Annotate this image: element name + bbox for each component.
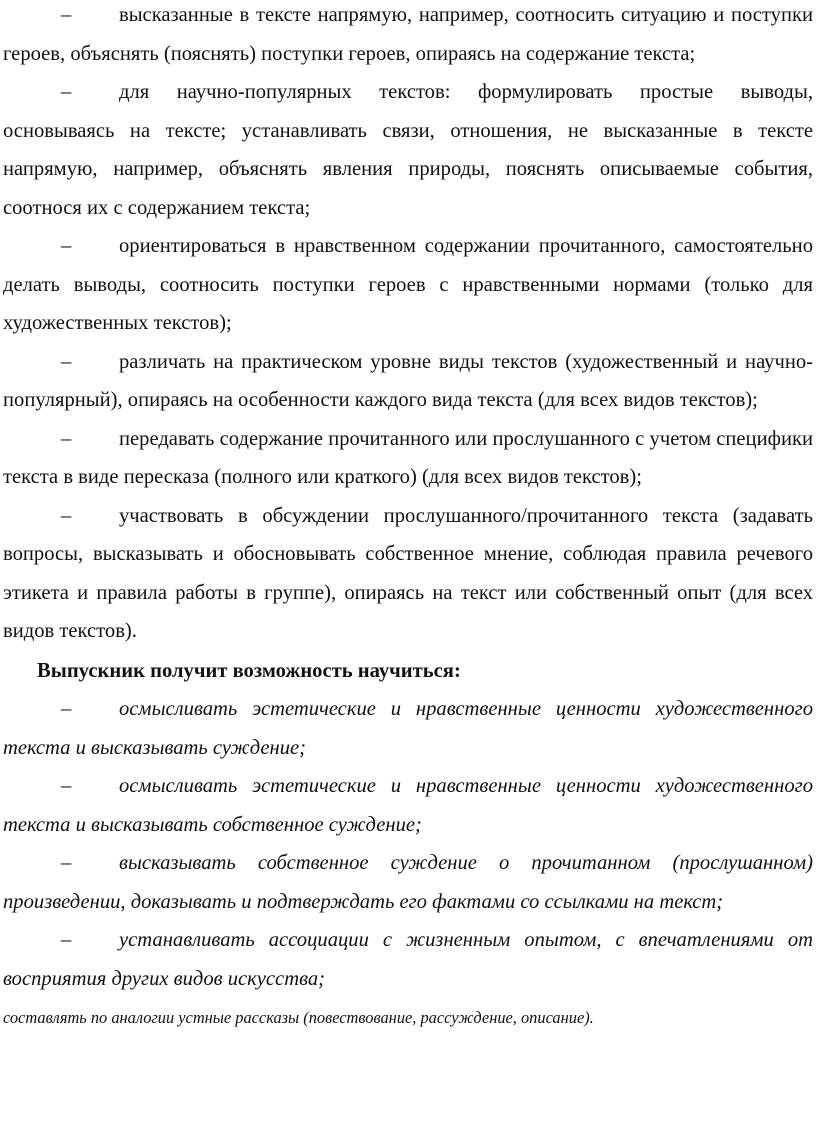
list-item	[3, 844, 813, 921]
list-item	[3, 227, 813, 343]
list-item	[3, 73, 813, 227]
list-item-text: высказанные в тексте напрямую, например, соотносить ситуацию и поступки героев, объяснять (пояснять) поступки героев, опираясь на содержание текста;	[3, 4, 813, 65]
list-item-text: для научно-популярных текстов: формулировать простые выводы, основываясь на тексте; устанавливать связи, отношения, не высказанные в тексте напрямую, например, объяснять явления природы, пояснять описываемые события, соотнося их с содержанием текста;	[3, 81, 813, 219]
dash-marker: –	[61, 4, 72, 26]
list-item	[3, 921, 813, 998]
skills-list	[3, 0, 813, 651]
list-item	[3, 0, 813, 73]
list-item-text: участвовать в обсуждении прослушанного/прочитанного текста (задавать вопросы, высказывать и обосновывать собственное мнение, соблюдая правила речевого этикета и правила работы в группе), опираясь на текст или собственный опыт (для всех видов текстов).	[3, 504, 813, 642]
list-item-text: ориентироваться в нравственном содержании прочитанного, самостоятельно делать выводы, соотносить поступки героев с нравственными нормами (только для художественных текстов);	[3, 235, 813, 334]
list-item	[3, 343, 813, 420]
list-item	[3, 690, 813, 767]
list-item-text: передавать содержание прочитанного или прослушанного с учетом специфики текста в виде пересказа (полного или краткого) (для всех видов текстов);	[3, 427, 813, 488]
dash-marker: –	[61, 852, 72, 874]
optional-skills-list	[3, 690, 813, 998]
dash-marker: –	[61, 698, 72, 720]
closing-line: составлять по аналогии устные рассказы (повествование, рассуждение, описание).	[3, 1008, 594, 1027]
dash-marker: –	[61, 775, 72, 797]
dash-marker: –	[61, 350, 72, 373]
list-item	[3, 497, 813, 651]
list-item-text: высказывать собственное суждение о прочитанном (прослушанном) произведении, доказывать и подтверждать его фактами со ссылками на текст;	[3, 852, 813, 913]
list-item-text: осмысливать эстетические и нравственные ценности художественного текста и высказывать суждение;	[3, 698, 813, 759]
list-item-text: различать на практическом уровне виды текстов (художественный и научно-популярный), опираясь на особенности каждого вида текста (для всех видов текстов);	[3, 350, 813, 411]
dash-marker: –	[61, 427, 72, 450]
list-item	[3, 767, 813, 844]
dash-marker: –	[61, 929, 72, 951]
dash-marker: –	[61, 81, 72, 103]
list-item	[3, 420, 813, 497]
dash-marker: –	[61, 235, 72, 257]
list-item-text: устанавливать ассоциации с жизненным опытом, с впечатлениями от восприятия других видов искусства;	[3, 929, 813, 990]
list-item-text: осмысливать эстетические и нравственные ценности художественного текста и высказывать собственное суждение;	[3, 775, 813, 836]
section-heading: Выпускник получит возможность научиться:	[37, 659, 461, 682]
dash-marker: –	[61, 504, 72, 527]
